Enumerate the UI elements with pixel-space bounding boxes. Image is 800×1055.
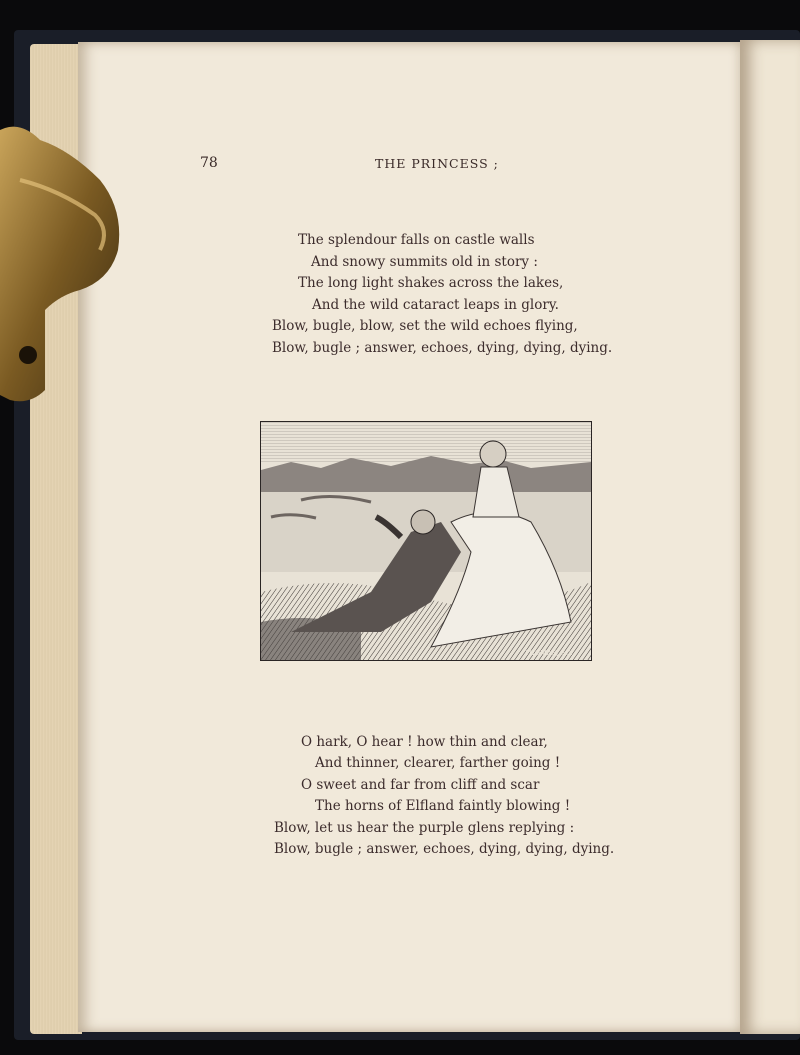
running-head: THE PRINCESS ; [375, 156, 499, 171]
brass-clasp-icon [0, 120, 124, 405]
facing-page-edge [740, 40, 800, 1034]
verse-line: The splendour falls on castle walls [298, 232, 535, 248]
verse-line: O sweet and far from cliff and scar [301, 777, 540, 793]
verse-line: Blow, bugle, blow, set the wild echoes flying, [272, 318, 578, 334]
engraver-signature: THOMAS, SC. [524, 650, 573, 657]
verse-line: Blow, bugle ; answer, echoes, dying, dying, dying. [274, 841, 615, 857]
verse-line: O hark, O hear ! how thin and clear, [301, 734, 548, 750]
verse-line: The horns of Elfland faintly blowing ! [315, 798, 571, 814]
verse-line: And thinner, clearer, farther going ! [315, 755, 561, 771]
verse-line: And the wild cataract leaps in glory. [312, 297, 559, 313]
verse-line: Blow, bugle ; answer, echoes, dying, dying, dying. [272, 340, 613, 356]
page-number: 78 [200, 155, 218, 171]
verse-line: And snowy summits old in story : [311, 254, 538, 270]
illustration-image [261, 422, 591, 660]
verse-line: The long light shakes across the lakes, [298, 275, 564, 291]
verse-line: Blow, let us hear the purple glens replying : [274, 820, 575, 836]
engraving-illustration [260, 421, 592, 661]
